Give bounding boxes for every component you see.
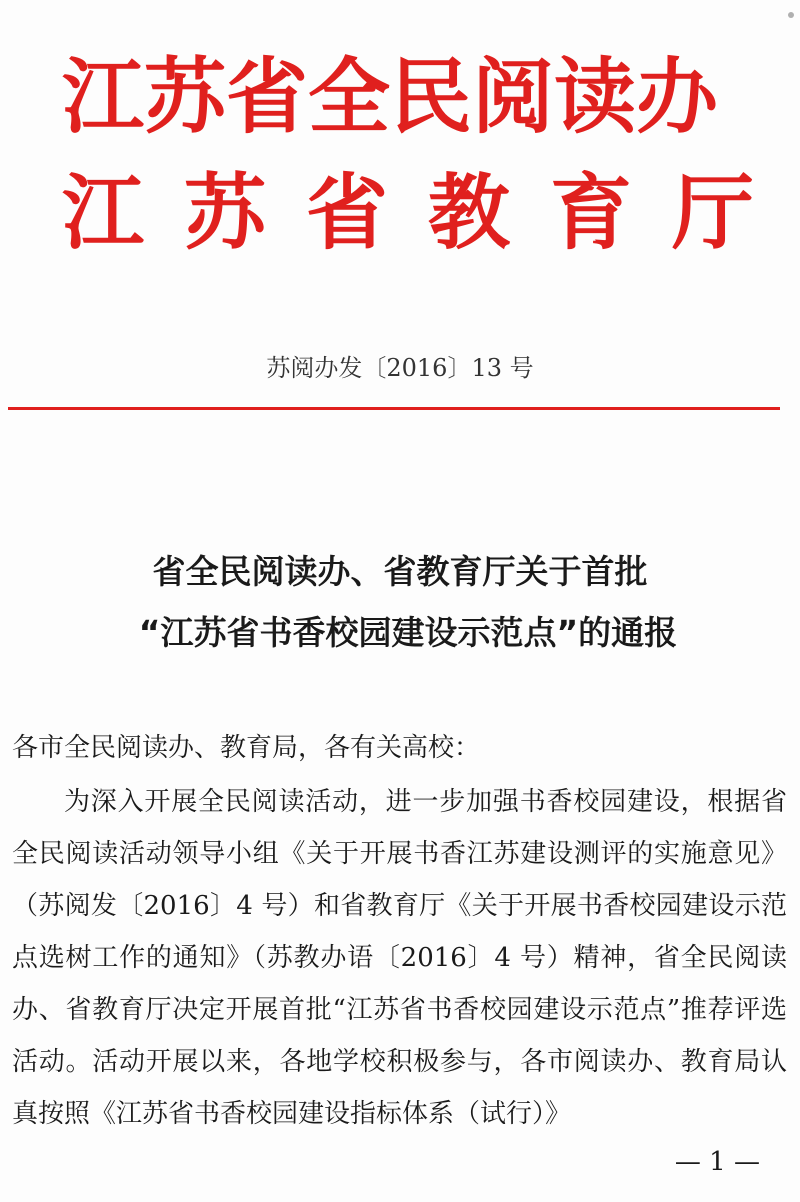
issuer-header-line-2: 江苏省教育厅 — [62, 166, 795, 261]
page-number: — 1 — — [674, 1147, 760, 1177]
scan-mark — [788, 12, 794, 18]
salutation: 各市全民阅读办、教育局，各有关高校： — [12, 733, 481, 763]
document-number: 苏阅办发〔2016〕13 号 — [266, 354, 534, 382]
issuer-header-line-1: 江苏省全民阅读办 — [62, 50, 719, 145]
document-title-line-1: 省全民阅读办、省教育厅关于首批 — [152, 552, 648, 591]
body-paragraph: 为深入开展全民阅读活动，进一步加强书香校园建设，根据省全民阅读活动领导小组《关于开展书香江苏建设测评的实施意见》（苏阅发〔2016〕4 号）和省教育厅《关于开展书香校园建设示范点选树工作的通知》（苏教办语〔2016〕4 号）精神，省全民阅读办、省教育厅决定开展首批“江苏省书香校园建设示范点”推荐评选活动。活动开展以来，各地学校积极参与，各市阅读办、教育局认真按照《江苏省书香校园建设指标体系（试行）》 — [12, 787, 787, 1129]
document-title-line-2: “江苏省书香校园建设示范点”的通报 — [138, 613, 678, 652]
red-divider-rule — [8, 407, 780, 410]
